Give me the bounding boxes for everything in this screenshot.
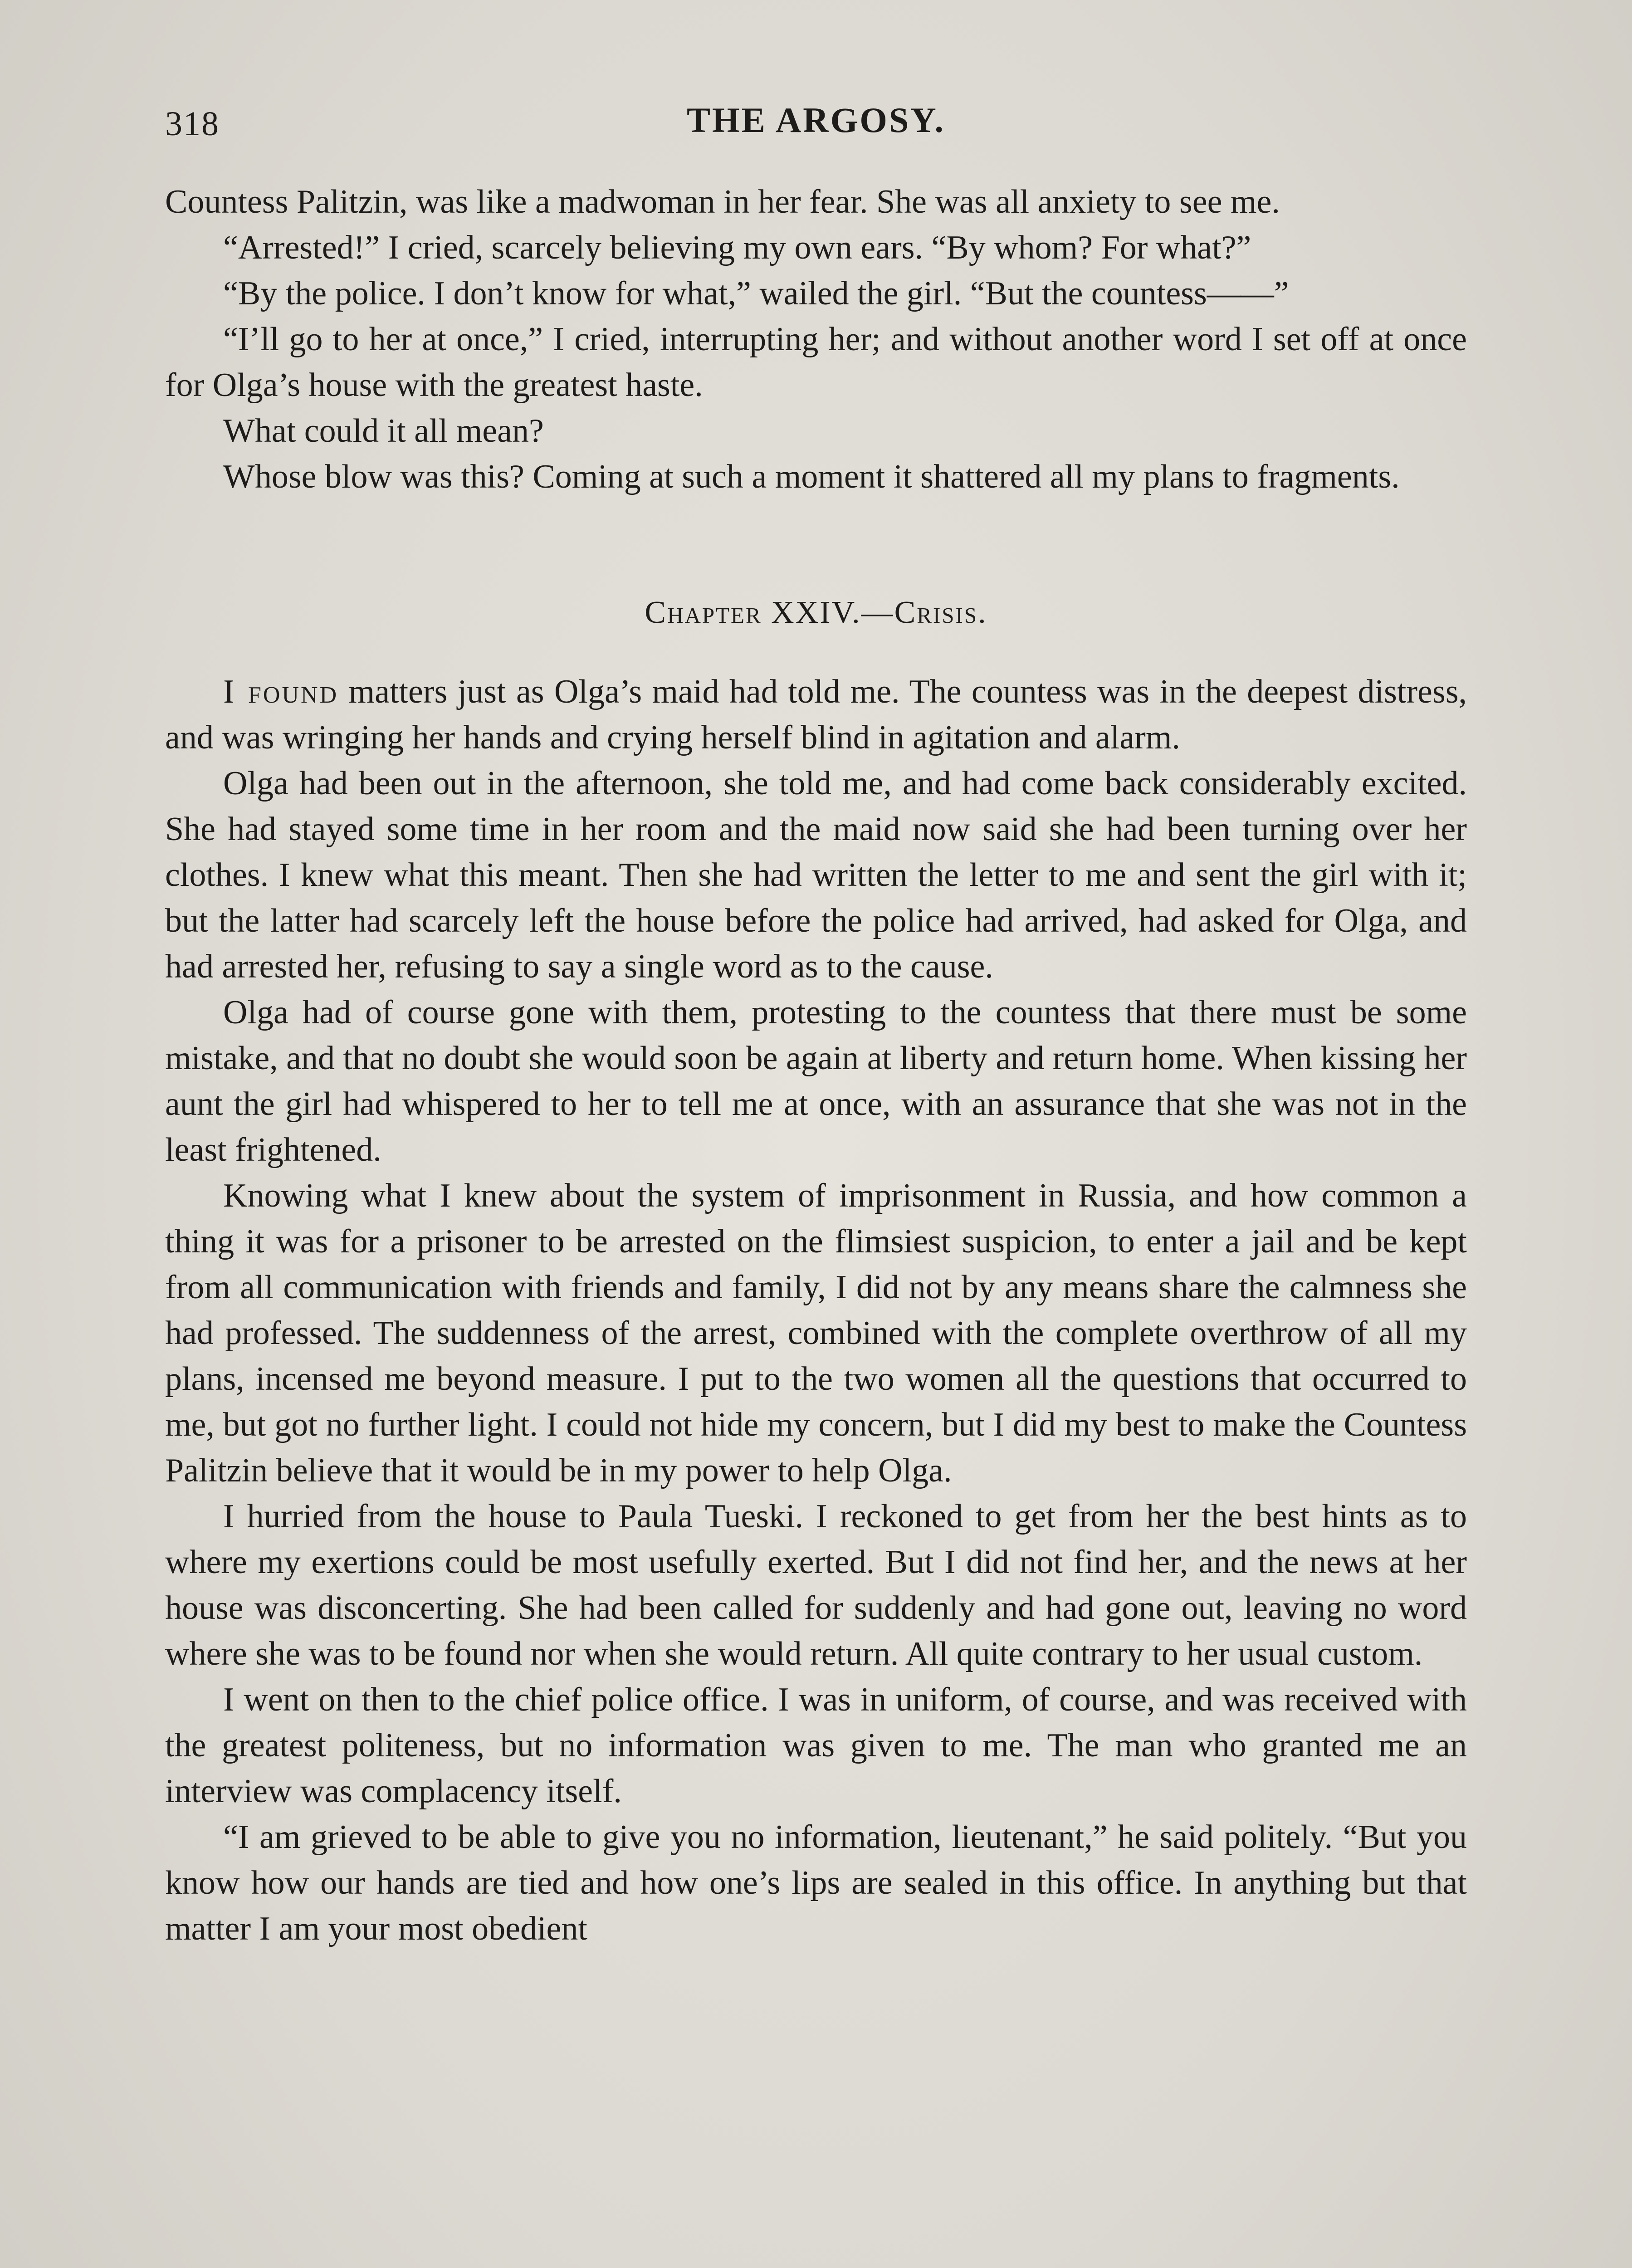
- paragraph: Knowing what I knew about the system of imprisonment in Russia, and how common a thing it was for a prisoner to be arrested on the flimsiest suspicion, to enter a jail and be kept from all communication with friends and family, I did not by any means share the calmness she had professed. The suddenness of the arrest, combined with the complete overthrow of all my plans, incensed me beyond measure. I put to the two women all the questions that occurred to me, but got no further light. I could not hide my concern, but I did my best to make the Countess Palitzin believe that it would be in my power to help Olga.: [165, 1177, 1467, 1489]
- paragraph: Olga had been out in the afternoon, she told me, and had come back considerably excited. She had stayed some time in her room and the maid now said she had been turning over her clothes. I knew what this meant. Then she had written the letter to me and sent the girl with it; but the latter had scarcely left the house before the police had arrived, had asked for Olga, and had arrested her, refusing to say a single word as to the cause.: [165, 765, 1467, 985]
- paragraph: Countess Palitzin, was like a madwoman in her fear. She was all anxiety to see me.: [165, 183, 1280, 220]
- opening-words: I found: [223, 673, 339, 710]
- paragraph: What could it all mean?: [223, 412, 544, 450]
- paragraph: I went on then to the chief police office. I was in uniform, of course, and was received with the greatest politeness, but no information was given to me. The man who granted me an interview was complacency itself.: [165, 1681, 1467, 1810]
- paragraph: Whose blow was this? Coming at such a moment it shattered all my plans to fragments.: [223, 458, 1400, 495]
- opening-text: matters just as Olga’s maid had told me. The countess was in the deepest distress, and was wringing her hands and crying herself blind in agitation and alarm.: [165, 673, 1467, 756]
- paragraph: Olga had of course gone with them, protesting to the countess that there must be some mistake, and that no doubt she would soon be again at liberty and return home. When kissing her aunt the girl had whispered to her to tell me at once, with an assurance that she was not in the least frightened.: [165, 994, 1467, 1168]
- paragraph: “Arrested!” I cried, scarcely believing my own ears. “By whom? For what?”: [223, 229, 1251, 266]
- page-number: 318: [165, 105, 220, 143]
- running-title: THE ARGOSY.: [687, 100, 945, 140]
- paragraph: “I am grieved to be able to give you no information, lieutenant,” he said politely. “But you know how our hands are tied and how one’s lips are sealed in this office. In anything but that matter I am your most obedient: [165, 1818, 1467, 1947]
- paragraph: I hurried from the house to Paula Tueski. I reckoned to get from her the best hints as to where my exertions could be most usefully exerted. But I did not find her, and the news at her house was disconcerting. She had been called for suddenly and had gone out, leaving no word where she was to be found nor when she would return. All quite contrary to her usual custom.: [165, 1498, 1467, 1672]
- chapter-heading: Chapter XXIV.—Crisis.: [645, 595, 987, 630]
- body-text: [165, 179, 1467, 1952]
- chapter-opening-paragraph: [165, 669, 1467, 761]
- page-header: [165, 100, 1467, 150]
- paragraph: “I’ll go to her at once,” I cried, interrupting her; and without another word I set off at once for Olga’s house with the greatest haste.: [165, 321, 1467, 404]
- paragraph: “By the police. I don’t know for what,” wailed the girl. “But the countess——”: [223, 275, 1289, 312]
